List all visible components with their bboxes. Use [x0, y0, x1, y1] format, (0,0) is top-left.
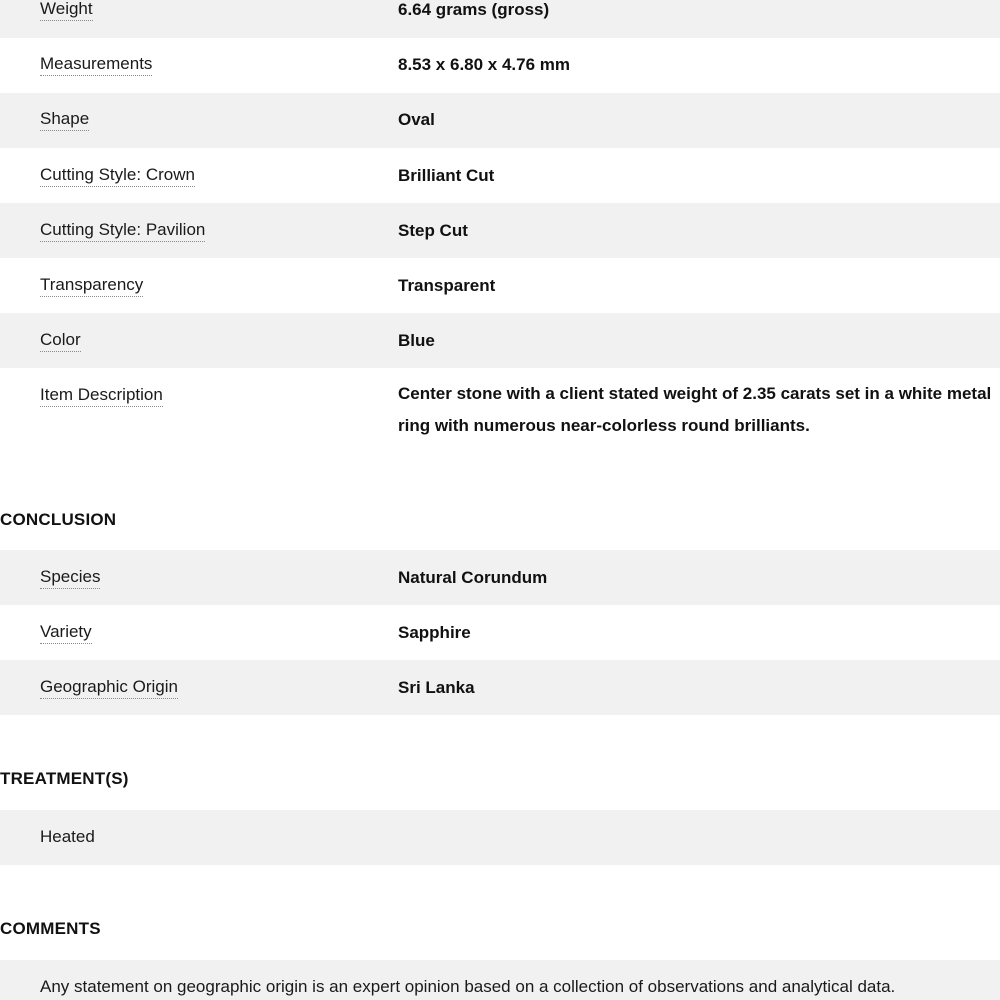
detail-value-color: Blue — [398, 331, 435, 350]
comments-text: Any statement on geographic origin is an expert opinion based on a collection of observations and analytical data. — [40, 977, 896, 996]
detail-row-shape — [0, 93, 1000, 148]
comments-row — [0, 960, 1000, 1000]
detail-value-measurements: 8.53 x 6.80 x 4.76 mm — [398, 55, 571, 74]
detail-label-weight[interactable]: Weight — [40, 0, 93, 21]
detail-row-item-description — [0, 368, 1000, 448]
conclusion-heading: CONCLUSION — [0, 510, 117, 529]
treatments-heading: TREATMENT(S) — [0, 769, 129, 788]
comments-heading: COMMENTS — [0, 919, 101, 938]
detail-label-item-description[interactable]: Item Description — [40, 385, 163, 407]
detail-row-cutting-crown — [0, 148, 1000, 203]
conclusion-value-species: Natural Corundum — [398, 568, 548, 587]
detail-value-cutting-pavilion: Step Cut — [398, 221, 468, 240]
detail-value-weight: 6.64 grams (gross) — [398, 0, 550, 19]
detail-label-measurements[interactable]: Measurements — [40, 54, 152, 76]
conclusion-row-variety — [0, 605, 1000, 660]
detail-value-shape: Oval — [398, 110, 435, 129]
detail-label-cutting-crown[interactable]: Cutting Style: Crown — [40, 165, 195, 187]
detail-row-weight — [0, 0, 1000, 38]
detail-row-transparency — [0, 258, 1000, 313]
treatment-item: Heated — [40, 827, 95, 846]
detail-row-measurements — [0, 38, 1000, 93]
detail-value-transparency: Transparent — [398, 276, 496, 295]
conclusion-value-geographic-origin: Sri Lanka — [398, 678, 475, 697]
conclusion-label-species[interactable]: Species — [40, 567, 100, 589]
detail-label-transparency[interactable]: Transparency — [40, 275, 143, 297]
conclusion-row-species — [0, 550, 1000, 605]
conclusion-row-geographic-origin — [0, 660, 1000, 715]
detail-label-color[interactable]: Color — [40, 330, 81, 352]
detail-value-item-description: Center stone with a client stated weight of 2.35 carats set in a white metal ring with numerous near-colorless round brilliants. — [398, 384, 992, 435]
detail-row-cutting-pavilion — [0, 203, 1000, 258]
detail-row-color — [0, 313, 1000, 368]
detail-label-cutting-pavilion[interactable]: Cutting Style: Pavilion — [40, 220, 205, 242]
conclusion-label-geographic-origin[interactable]: Geographic Origin — [40, 677, 178, 699]
detail-value-cutting-crown: Brilliant Cut — [398, 166, 495, 185]
conclusion-label-variety[interactable]: Variety — [40, 622, 92, 644]
conclusion-value-variety: Sapphire — [398, 623, 471, 642]
treatment-row — [0, 810, 1000, 865]
detail-label-shape[interactable]: Shape — [40, 109, 89, 131]
